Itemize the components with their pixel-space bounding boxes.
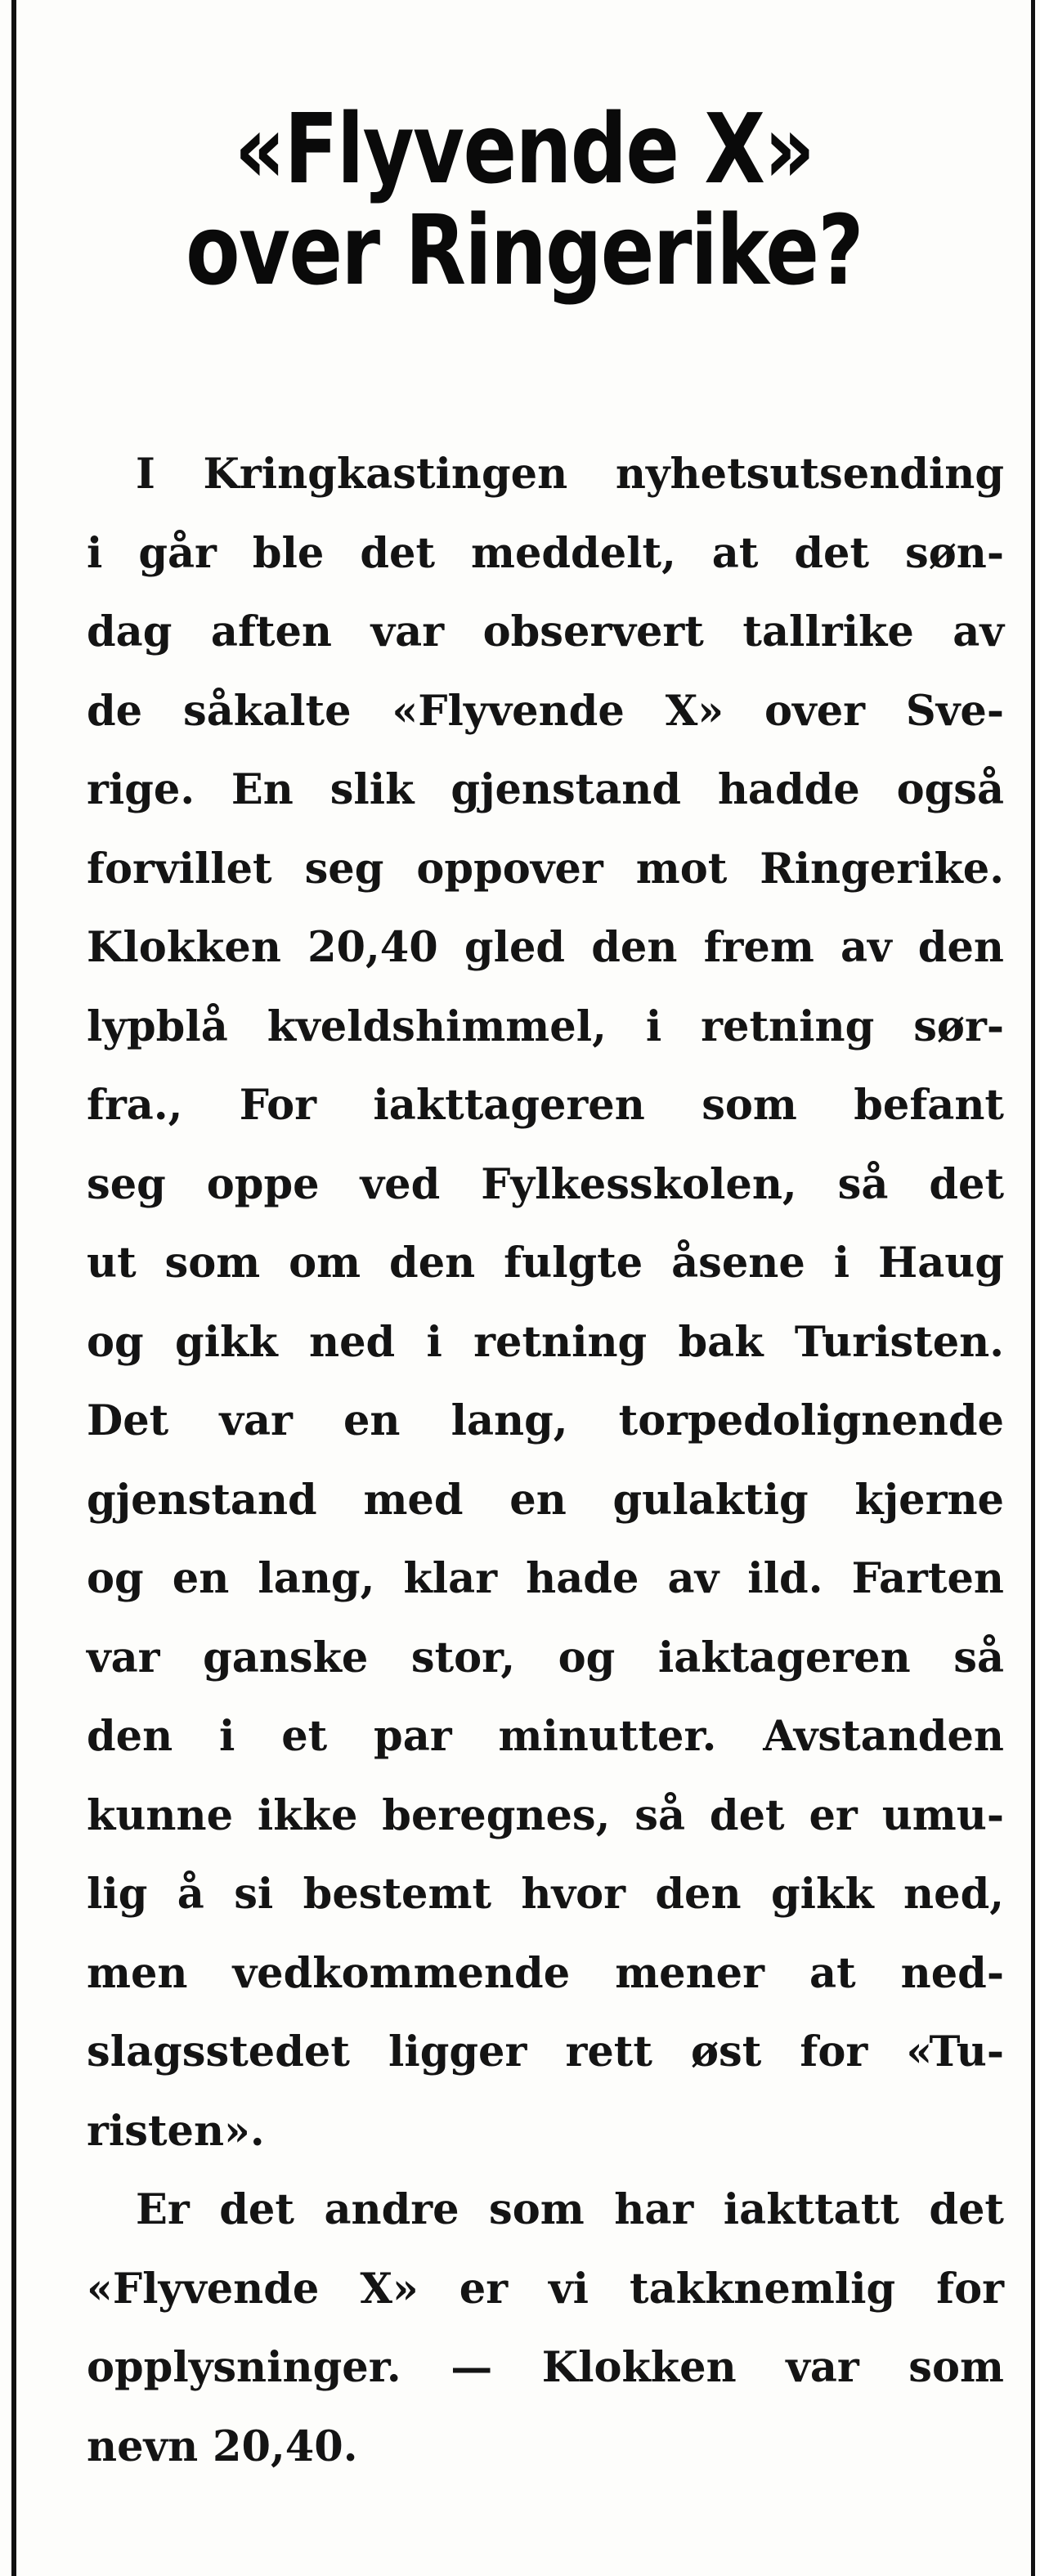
- text-line: men vedkommende mener at ned-: [87, 1948, 1004, 1998]
- text-line: den i et par minutter. Avstanden: [87, 1712, 1004, 1761]
- text-line: «Flyvende X» er vi takknemlig for: [87, 2264, 1004, 2314]
- text-line: ut som om den fulgte åsene i Haug: [87, 1239, 1004, 1288]
- column-rule-right: [1031, 0, 1035, 2576]
- text-line: Klokken 20,40 gled den frem av den: [87, 923, 1004, 972]
- text-line: og en lang, klar hade av ild. Farten: [87, 1554, 1004, 1603]
- text-line: nevn 20,40.: [87, 2421, 358, 2471]
- text-line: lypblå kveldshimmel, i retning sør-: [87, 1001, 1004, 1051]
- text-line: Er det andre som har iakttatt det: [136, 2185, 1004, 2234]
- text-line: forvillet seg oppover mot Ringerike.: [87, 844, 1004, 894]
- text-line: rige. En slik gjenstand hadde også: [87, 765, 1004, 814]
- text-line: seg oppe ved Fylkesskolen, så det: [87, 1159, 1004, 1209]
- headline: [121, 92, 927, 307]
- text-line: og gikk ned i retning bak Turisten.: [87, 1317, 1004, 1367]
- text-line: opplysninger. — Klokken var som: [87, 2343, 1004, 2392]
- text-line: de såkalte «Flyvende X» over Sve-: [87, 686, 1004, 736]
- text-line: fra., For iakttageren som befant: [87, 1081, 1004, 1130]
- text-line: slagsstedet ligger rett øst for «Tu-: [87, 2027, 1004, 2076]
- column-rule-left: [11, 0, 16, 2576]
- headline-line-1: «Flyvende X»: [234, 92, 814, 205]
- article-body: [87, 435, 1004, 2486]
- text-line: var ganske stor, og iaktageren så: [87, 1633, 1004, 1682]
- text-line: I Kringkastingen nyhetsutsending: [136, 450, 1004, 499]
- text-line: i går ble det meddelt, at det søn-: [87, 528, 1004, 578]
- headline-line-2: over Ringerike?: [186, 194, 863, 307]
- text-line: Det var en lang, torpedolignende: [87, 1396, 1004, 1445]
- text-line: dag aften var observert tallrike av: [87, 607, 1004, 656]
- text-line: gjenstand med en gulaktig kjerne: [87, 1475, 1004, 1525]
- text-line: kunne ikke beregnes, så det er umu-: [87, 1790, 1004, 1840]
- text-line: lig å si bestemt hvor den gikk ned,: [87, 1870, 1004, 1919]
- text-line: risten».: [87, 2106, 265, 2156]
